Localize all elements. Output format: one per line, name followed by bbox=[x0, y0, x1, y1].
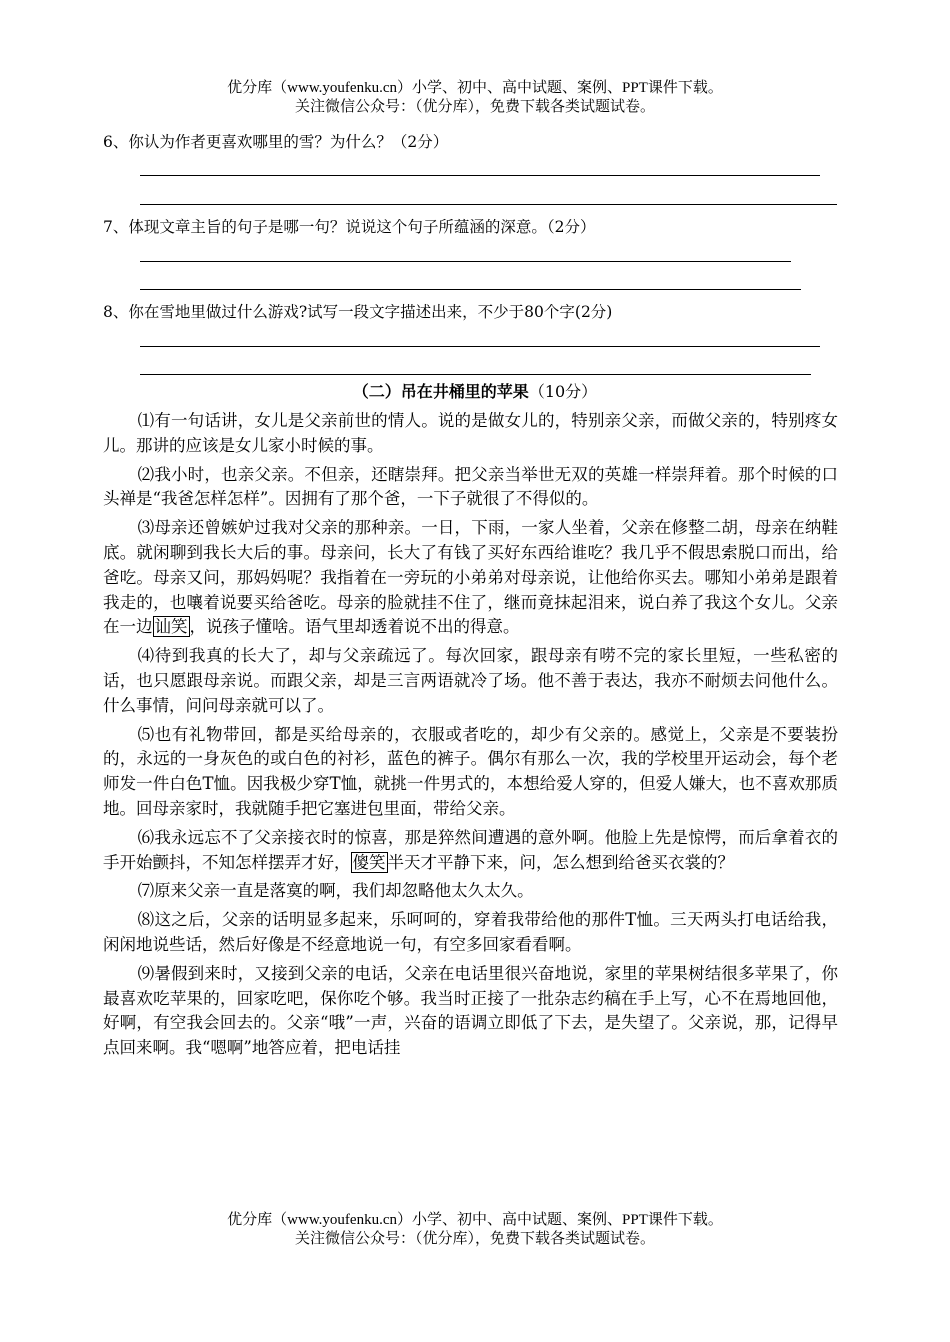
paragraph-9: ⑼暑假到来时，又接到父亲的电话，父亲在电话里很兴奋地说，家里的苹果树结很多苹果了，你最喜欢吃苹果的，回家吃吧，保你吃个够。我当时正接了一批杂志约稿在手上写，心不在焉地回他，好啊，有空我会回去的。父亲“哦”一声，兴奋的语调立即低了下去，是失望了。父亲说，那，记得早点回来啊。我“嗯啊”地答应着，把电话挂 bbox=[103, 963, 838, 1058]
paragraph-3-part-2: ，说孩子懂啥。语气里却透着说不出的得意。 bbox=[189, 617, 520, 637]
paragraph-7: ⑺原来父亲一直是落寞的啊，我们却忽略他太久太久。 bbox=[137, 881, 534, 901]
footer-line-1: 优分库（www.youfenku.cn）小学、初中、高中试题、案例、PPT课件下载。 bbox=[227, 1212, 723, 1228]
footer-line-2: 关注微信公众号：（优分库），免费下载各类试题试卷。 bbox=[294, 1231, 655, 1247]
answer-line bbox=[140, 204, 837, 205]
paragraph-6-part-2: 半天才平静下来，问，怎么想到给爸买衣裳的？ bbox=[387, 852, 734, 872]
answer-line bbox=[140, 289, 801, 290]
paragraph-6 bbox=[103, 826, 838, 876]
paragraph-3 bbox=[103, 516, 838, 640]
boxed-word-xiaoxiao: 讪笑 bbox=[154, 617, 188, 637]
article-body bbox=[103, 409, 838, 1065]
section-title-text: （二）吊在井桶里的苹果 bbox=[352, 382, 529, 401]
question-8: 8、你在雪地里做过什么游戏?试写一段文字描述出来，不少于80个字(2分) bbox=[103, 303, 613, 321]
section-title bbox=[0, 380, 950, 404]
answer-line bbox=[140, 374, 811, 375]
page-footer bbox=[0, 1211, 950, 1249]
paragraph-6-part-1: ⑹我永远忘不了父亲接衣时的惊喜，那是猝然间遭遇的意外啊。他脸上先是惊愕，而后拿着衣的手开始颤抖，不知怎样摆弄才好， bbox=[103, 827, 838, 872]
paragraph-4: ⑷待到我真的长大了，却与父亲疏远了。每次回家，跟母亲有唠不完的家长里短，一些私密的话，也只愿跟母亲说。而跟父亲，却是三言两语就冷了场。他不善于表达，我亦不耐烦去问他什么。什么事情，问问母亲就可以了。 bbox=[103, 646, 838, 715]
answer-line bbox=[140, 175, 820, 176]
question-6: 6、你认为作者更喜欢哪里的雪？为什么？（2分） bbox=[103, 133, 449, 151]
section-points: （10分） bbox=[528, 382, 598, 401]
answer-line bbox=[140, 346, 820, 347]
paragraph-5: ⑸也有礼物带回，都是买给母亲的，衣服或者吃的，却少有父亲的。感觉上，父亲是不要装扮的，永远的一身灰色的或白色的衬衫，蓝色的裤子。偶尔有那么一次，我的学校里开运动会，每个老师发一件白色T恤。因我极少穿T恤，就挑一件男式的，本想给爱人穿的，但爱人嫌大，也不喜欢那质地。回母亲家时，我就随手把它塞进包里面，带给父亲。 bbox=[103, 724, 838, 818]
question-7: 7、体现文章主旨的句子是哪一句？说说这个句子所蕴涵的深意。（2分） bbox=[103, 218, 596, 236]
header-line-2: 关注微信公众号：（优分库），免费下载各类试题试卷。 bbox=[294, 99, 655, 115]
paragraph-8: ⑻这之后，父亲的话明显多起来，乐呵呵的，穿着我带给他的那件T恤。三天两头打电话给我，闲闲地说些话，然后好像是不经意地说一句，有空多回家看看啊。 bbox=[103, 910, 838, 954]
paragraph-1: ⑴有一句话讲，女儿是父亲前世的情人。说的是做女儿的，特别亲父亲，而做父亲的，特别疼女儿。那讲的应该是女儿家小时候的事。 bbox=[103, 411, 838, 455]
header-line-1: 优分库（www.youfenku.cn）小学、初中、高中试题、案例、PPT课件下载。 bbox=[227, 80, 723, 96]
paragraph-2: ⑵我小时，也亲父亲。不但亲，还瞎崇拜。把父亲当举世无双的英雄一样崇拜着。那个时候的口头禅是“我爸怎样怎样”。因拥有了那个爸，一下子就很了不得似的。 bbox=[103, 464, 838, 509]
answer-line bbox=[140, 261, 791, 262]
paragraph-3-part-1: ⑶母亲还曾嫉妒过我对父亲的那种亲。一日，下雨，一家人坐着，父亲在修整二胡，母亲在纳鞋底。就闲聊到我长大后的事。母亲问，长大了有钱了买好东西给谁吃？我几乎不假思索脱口而出，给爸吃。母亲又问，那妈妈呢？我指着在一旁玩的小弟弟对母亲说，让他给你买去。哪知小弟弟是跟着我走的，也嚷着说要买给爸吃。母亲的脸就挂不住了，继而竟抹起泪来，说白养了我这个女儿。父亲在一边 bbox=[103, 518, 838, 637]
boxed-word-shaxiao: 傻笑 bbox=[352, 852, 386, 872]
page-header bbox=[0, 79, 950, 117]
